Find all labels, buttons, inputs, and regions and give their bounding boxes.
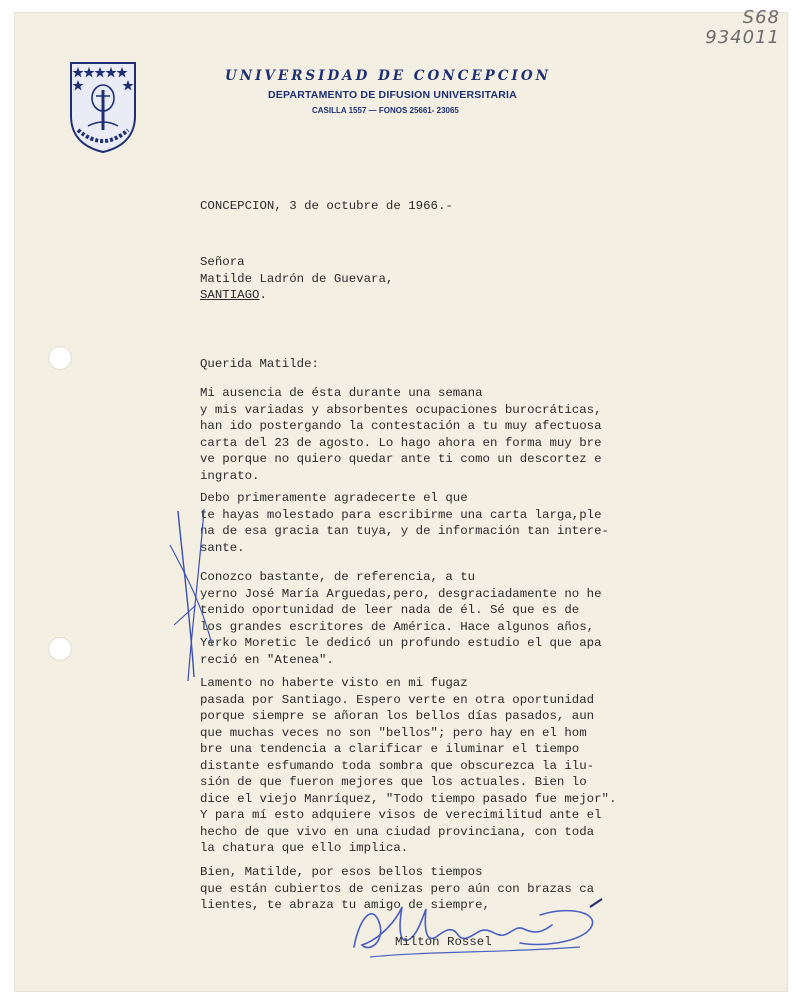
paragraph-2: Debo primeramente agradecerte el que te hayas molestado para escribirme una carta larga,ple na de esa gracia tan tuya, y de información tan intere- sante. — [200, 491, 609, 555]
letterhead-institution: UNIVERSIDAD DE CONCEPCION — [225, 68, 551, 84]
punch-hole-top — [48, 346, 72, 370]
paragraph-5: Bien, Matilde, por esos bellos tiempos que están cubiertos de cenizas pero aún con brazas ca lientes, te abraza tu amigo de siempre, — [200, 865, 595, 912]
letterhead-contact: CASILLA 1557 — FONOS 25661- 23065 — [312, 106, 459, 115]
paragraph-3: Conozco bastante, de referencia, a tu yerno José María Arguedas,pero, desgraciadamente no he tenido oportunidad de leer nada de él. Sé que es de los grandes escritores de América. Hace algunos años, Yerko Moretic le dedicó un profundo estudio el que apa reció en "Atenea". — [200, 570, 602, 667]
recipient-block — [200, 254, 393, 304]
recipient-city: SANTIAGO — [200, 288, 260, 302]
paragraph-1: Mi ausencia de ésta durante una semana y mis variadas y absorbentes ocupaciones burocráticas, han ido postergando la contestación a tu muy afectuosa carta del 23 de agosto. Lo hago ahora en forma muy bre ve porque no quiero quedar ante ti como un descortez e ingrato. — [200, 386, 602, 483]
recipient-city-suffix: . — [259, 288, 267, 302]
punch-hole-bottom — [48, 637, 72, 661]
handwritten-signature — [340, 895, 610, 965]
catalog-line-2: 934011 — [705, 27, 780, 48]
salutation: Querida Matilde: — [200, 357, 319, 371]
catalog-number — [705, 8, 780, 48]
recipient-name: Matilde Ladrón de Guevara, — [200, 271, 394, 286]
catalog-line-1: S68 — [742, 7, 780, 28]
paragraph-4: Lamento no haberte visto en mi fugaz pasada por Santiago. Espero verte en otra oportunidad porque siempre se añoran los bellos días pasados, aun que muchas veces no son "bellos"; pero hay en el hom bre una tendencia a clarificar e iluminar el tiempo distante esfumando toda sombra que obscurezca la ilu- sión de que fueron mejores que los actuales. Bien lo dice el viejo Manríquez, "Todo tiempo pasado fue mejor". Y para mí esto adquiere visos de verecimilitud ante el hecho de que vivo en una ciudad provinciana, con toda la chatura que ello implica. — [200, 676, 617, 855]
university-seal-icon — [68, 60, 138, 154]
recipient-city-line — [200, 287, 393, 304]
margin-annotation-mark — [160, 505, 220, 685]
recipient-title: Señora — [200, 255, 245, 269]
signer-name: Milton Rossel — [395, 935, 492, 949]
date-line: CONCEPCION, 3 de octubre de 1966.- — [200, 199, 453, 213]
letterhead-department: DEPARTAMENTO DE DIFUSION UNIVERSITARIA — [268, 89, 517, 101]
